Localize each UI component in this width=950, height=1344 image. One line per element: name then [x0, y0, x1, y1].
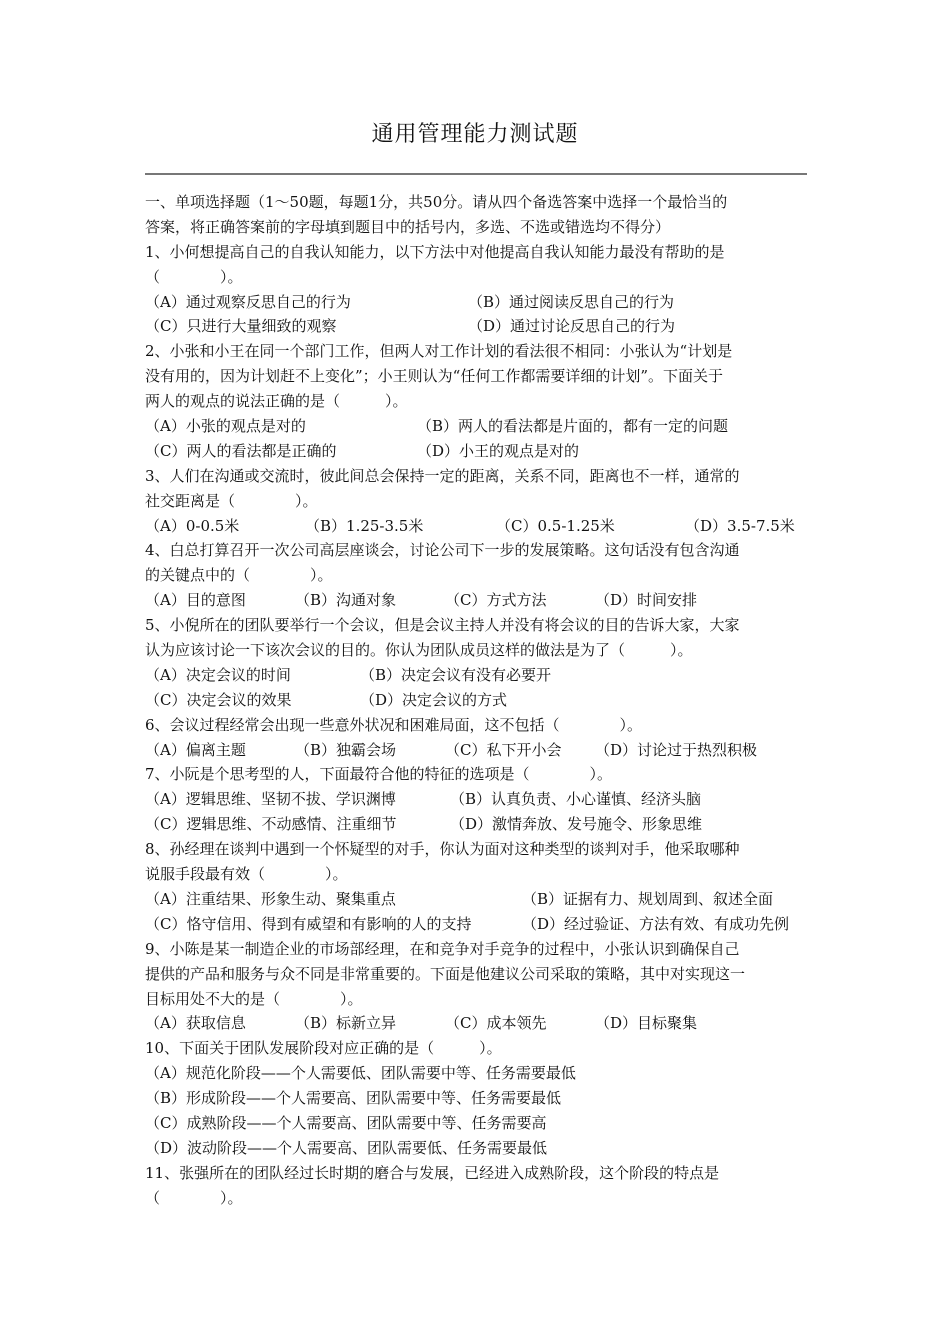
option-row	[145, 1086, 810, 1111]
answer-option: （D）决定会议的方式	[360, 690, 508, 709]
option-row	[145, 787, 810, 812]
option-row	[145, 414, 810, 439]
question-stem-line: 5、小倪所在的团队要举行一个会议，但是会议主持人并没有将会议的目的告诉大家，大家	[145, 616, 740, 635]
answer-option: （D）通过讨论反思自己的行为	[468, 317, 676, 336]
answer-option: （B）证据有力、规划周到、叙述全面	[522, 889, 774, 908]
question-stem-line: 9、小陈是某一制造企业的市场部经理，在和竞争对手竞争的过程中，小张认识到确保自己	[145, 939, 740, 958]
question-stem-line: （ ）。	[145, 267, 243, 286]
question-list	[145, 190, 810, 1211]
option-row	[145, 514, 810, 539]
page-title: 通用管理能力测试题	[371, 122, 579, 147]
option-row	[145, 738, 810, 763]
answer-option: （A）0-0.5米	[145, 516, 240, 535]
answer-option: （B）独霸会场	[295, 740, 397, 759]
question-stem-line: 11、张强所在的团队经过长时期的磨合与发展，已经进入成熟阶段，这个阶段的特点是	[145, 1163, 720, 1182]
question-stem-line: 8、孙经理在谈判中遇到一个怀疑型的对手，你认为面对这种类型的谈判对手，他采取哪种	[145, 840, 740, 859]
option-row	[145, 663, 810, 688]
question-stem-line: 提供的产品和服务与众不同是非常重要的。下面是他建议公司采取的策略，其中对实现这一	[145, 964, 746, 983]
option-row	[145, 688, 810, 713]
option-row	[145, 887, 810, 912]
answer-option: （A）偏离主题	[145, 740, 246, 759]
option-row	[145, 1061, 810, 1086]
question-stem-line: 6、会议过程经常会出现一些意外状况和困难局面，这不包括（ ）。	[145, 715, 643, 734]
answer-option: （B）两人的看法都是片面的，都有一定的问题	[417, 417, 729, 436]
section-header-line: 答案，将正确答案前的字母填到题目中的括号内，多选、不选或错选均不得分）	[145, 217, 671, 236]
answer-option: （C）成本领先	[445, 1014, 547, 1033]
answer-option: （C）只进行大量细致的观察	[145, 317, 337, 336]
option-row	[145, 912, 810, 937]
question-stem-line: 3、人们在沟通或交流时，彼此间总会保持一定的距离，关系不同，距离也不一样，通常的	[145, 466, 740, 485]
question-stem-line: 目标用处不大的是（ ）。	[145, 989, 363, 1008]
answer-option: （B）通过阅读反思自己的行为	[468, 292, 675, 311]
question-stem-line: 两人的观点的说法正确的是（ ）。	[145, 392, 408, 411]
option-row	[145, 314, 810, 339]
option-row	[145, 1011, 810, 1036]
answer-option: （C）两人的看法都是正确的	[145, 441, 337, 460]
answer-option: （A）目的意图	[145, 591, 246, 610]
answer-option: （B）形成阶段——个人需要高、团队需要中等、任务需要最低	[145, 1089, 562, 1108]
answer-option: （C）恪守信用、得到有威望和有影响的人的支持	[145, 914, 472, 933]
option-row	[145, 812, 810, 837]
answer-option: （A）获取信息	[145, 1014, 246, 1033]
answer-option: （C）成熟阶段——个人需要高、团队需要中等、任务需要高	[145, 1113, 547, 1132]
answer-option: （C）方式方法	[445, 591, 547, 610]
question-stem-line: 4、白总打算召开一次公司高层座谈会，讨论公司下一步的发展策略。这句话没有包含沟通	[145, 541, 740, 560]
question-stem-line: 的关键点中的（ ）。	[145, 566, 333, 585]
answer-option: （B）1.25-3.5米	[305, 516, 424, 535]
answer-option: （B）沟通对象	[295, 591, 397, 610]
section-header-line: 一、单项选择题（1～50题，每题1分，共50分。请从四个备选答案中选择一个最恰当的	[145, 193, 728, 211]
answer-option: （D）波动阶段——个人需要高、团队需要低、任务需要最低	[145, 1138, 548, 1157]
option-row	[145, 1136, 810, 1161]
answer-option: （B）决定会议有没有必要开	[360, 665, 552, 684]
option-row	[145, 1111, 810, 1136]
title-divider	[145, 173, 807, 175]
option-row	[145, 290, 810, 315]
option-row	[145, 588, 810, 613]
answer-option: （A）逻辑思维、坚韧不拔、学识渊博	[145, 790, 396, 809]
answer-option: （D）小王的观点是对的	[417, 441, 580, 460]
question-stem-line: 1、小何想提高自己的自我认知能力，以下方法中对他提高自我认知能力最没有帮助的是	[145, 242, 725, 261]
question-stem-line: （ ）。	[145, 1188, 243, 1207]
question-stem-line: 7、小阮是个思考型的人，下面最符合他的特征的选项是（ ）。	[145, 765, 613, 784]
question-stem-line: 认为应该讨论一下该次会议的目的。你认为团队成员这样的做法是为了（ ）。	[145, 641, 693, 660]
answer-option: （D）经过验证、方法有效、有成功先例	[522, 914, 790, 933]
answer-option: （A）注重结果、形象生动、聚集重点	[145, 889, 396, 908]
answer-option: （A）规范化阶段——个人需要低、团队需要中等、任务需要最低	[145, 1064, 576, 1083]
answer-option: （D）3.5-7.5米	[685, 516, 795, 535]
question-stem-line: 10、下面关于团队发展阶段对应正确的是（ ）。	[145, 1039, 502, 1058]
answer-option: （A）小张的观点是对的	[145, 417, 306, 436]
option-row	[145, 439, 810, 464]
answer-option: （D）讨论过于热烈积极	[595, 740, 758, 759]
answer-option: （C）私下开小会	[445, 740, 562, 759]
answer-option: （D）时间安排	[595, 591, 698, 610]
answer-option: （C）逻辑思维、不动感情、注重细节	[145, 815, 397, 834]
question-stem-line: 社交距离是（ ）。	[145, 491, 318, 510]
answer-option: （D）激情奔放、发号施令、形象思维	[450, 815, 703, 834]
question-stem-line: 没有用的，因为计划赶不上变化”；小王则认为“任何工作都需要详细的计划”。下面关于	[145, 367, 724, 386]
question-stem-line: 说服手段最有效（ ）。	[145, 865, 348, 884]
answer-option: （D）目标聚集	[595, 1014, 698, 1033]
answer-option: （C）决定会议的效果	[145, 690, 292, 709]
answer-option: （A）通过观察反思自己的行为	[145, 292, 351, 311]
answer-option: （A）决定会议的时间	[145, 665, 291, 684]
answer-option: （B）标新立异	[295, 1014, 397, 1033]
answer-option: （C）0.5-1.25米	[496, 516, 615, 535]
question-stem-line: 2、小张和小王在同一个部门工作，但两人对工作计划的看法很不相同：小张认为“计划是	[145, 342, 733, 361]
answer-option: （B）认真负责、小心谨慎、经济头脑	[450, 790, 702, 809]
